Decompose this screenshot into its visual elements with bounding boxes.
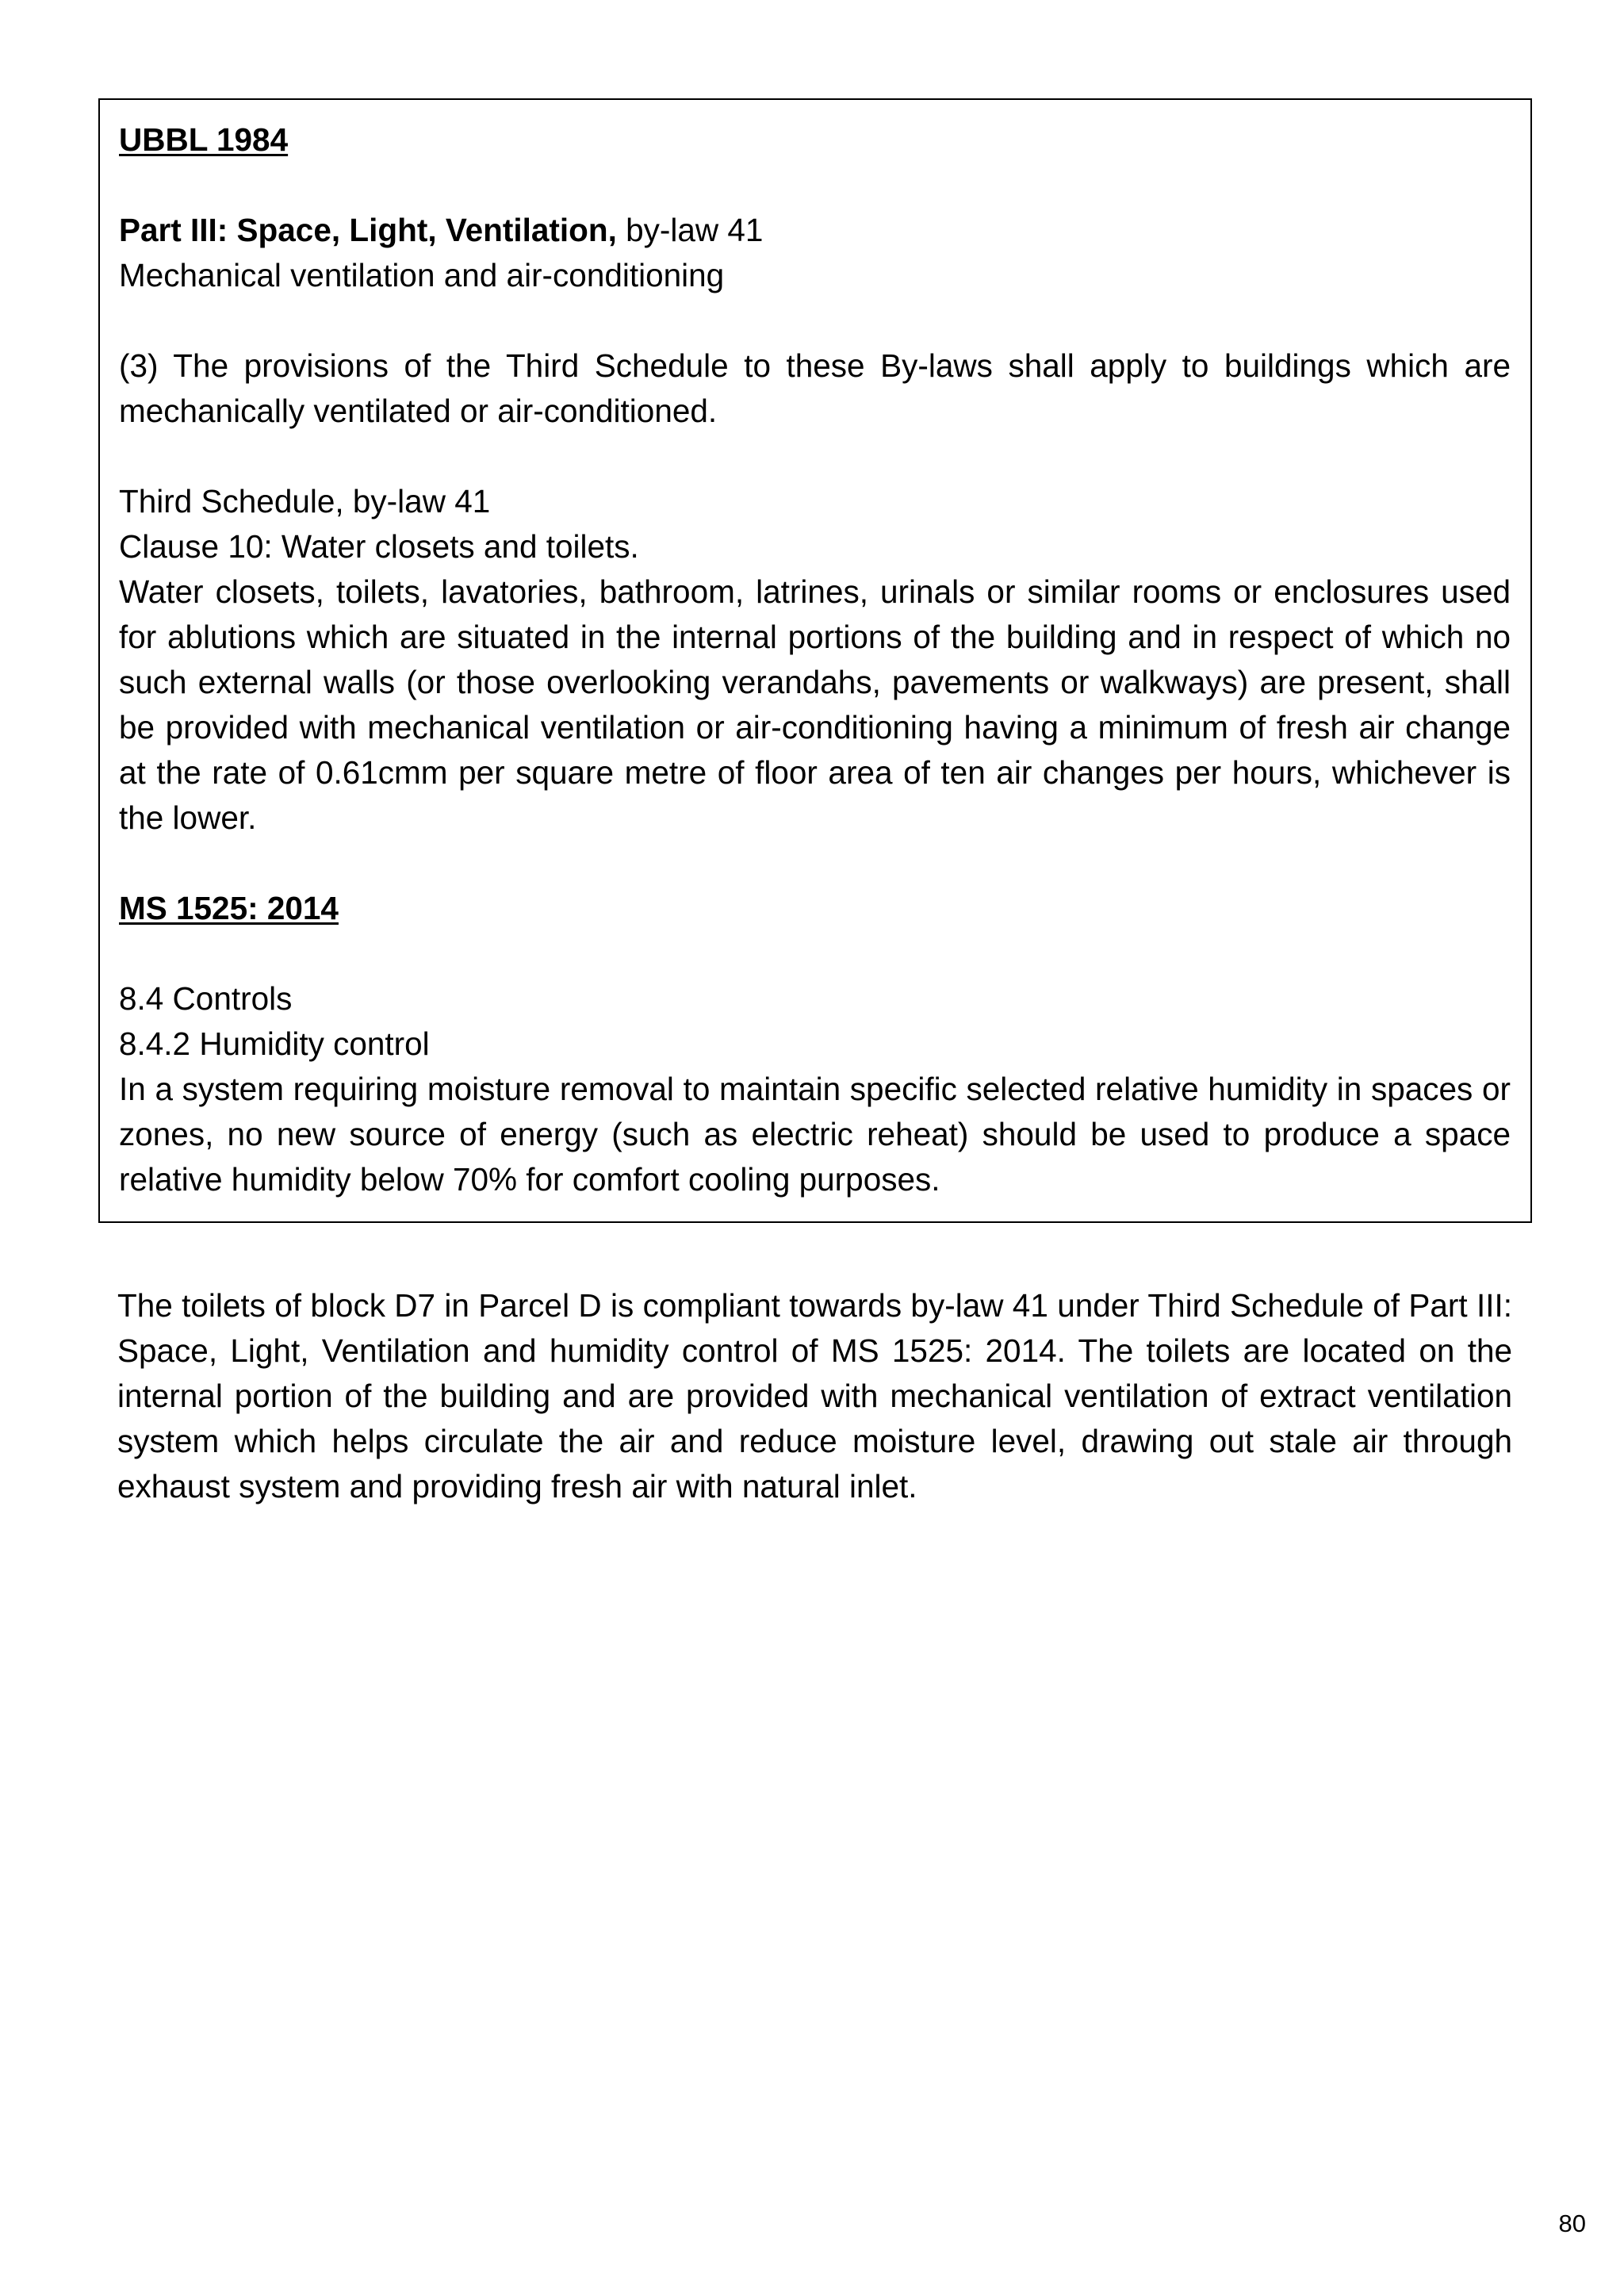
part-title: Part III: Space, Light, Ventilation, — [119, 212, 617, 248]
spacer — [119, 163, 1511, 208]
ms-heading: MS 1525: 2014 — [119, 890, 339, 926]
controls-title: 8.4 Controls — [119, 980, 293, 1017]
spacer — [119, 298, 1511, 343]
clause-paragraph: Water closets, toilets, lavatories, bathroom, latrines, urinals or similar rooms or enclosures used for ablutions which are situated in the internal portions of the building and in respect of which no such external walls (or those overlooking verandahs, pavements or walkways) are present, shall be provided with mechanical ventilation or air-conditioning having a minimum of fresh air change at the rate of 0.61cmm per square metre of floor area of ten air changes per hours, whichever is the lower. — [119, 573, 1511, 836]
part-heading-line — [119, 208, 1511, 253]
compliance-paragraph: The toilets of block D7 in Parcel D is compliant towards by-law 41 under Third Schedule of Part III: Space, Light, Ventilation and humidity control of MS 1525: 2014. The toilets are located on the internal portion of the building and are provided with mechanical ventilation of extract ventilation system which helps circulate the air and reduce moisture level, drawing out stale air through exhaust system and providing fresh air with natural inlet. — [117, 1287, 1512, 1504]
spacer — [119, 931, 1511, 976]
humidity-paragraph: In a system requiring moisture removal to maintain specific selected relative humidity in spaces or zones, no new source of energy (such as electric reheat) should be used to produce a space relative humidity below 70% for comfort cooling purposes. — [119, 1071, 1511, 1198]
ubbl-heading: UBBL 1984 — [119, 121, 289, 158]
spacer — [119, 841, 1511, 886]
clause-title: Clause 10: Water closets and toilets. — [119, 528, 639, 565]
part-subtitle: Mechanical ventilation and air-conditioning — [119, 257, 725, 293]
schedule-title: Third Schedule, by-law 41 — [119, 483, 491, 519]
part-bylaw: by-law 41 — [616, 212, 764, 248]
humidity-title: 8.4.2 Humidity control — [119, 1025, 430, 1062]
regulation-quote-box — [98, 98, 1532, 1223]
provision-paragraph: (3) The provisions of the Third Schedule to these By-laws shall apply to buildings which are mechanically ventilated or air-conditioned. — [119, 347, 1511, 429]
spacer — [119, 434, 1511, 479]
page-number: 80 — [1558, 2210, 1586, 2237]
